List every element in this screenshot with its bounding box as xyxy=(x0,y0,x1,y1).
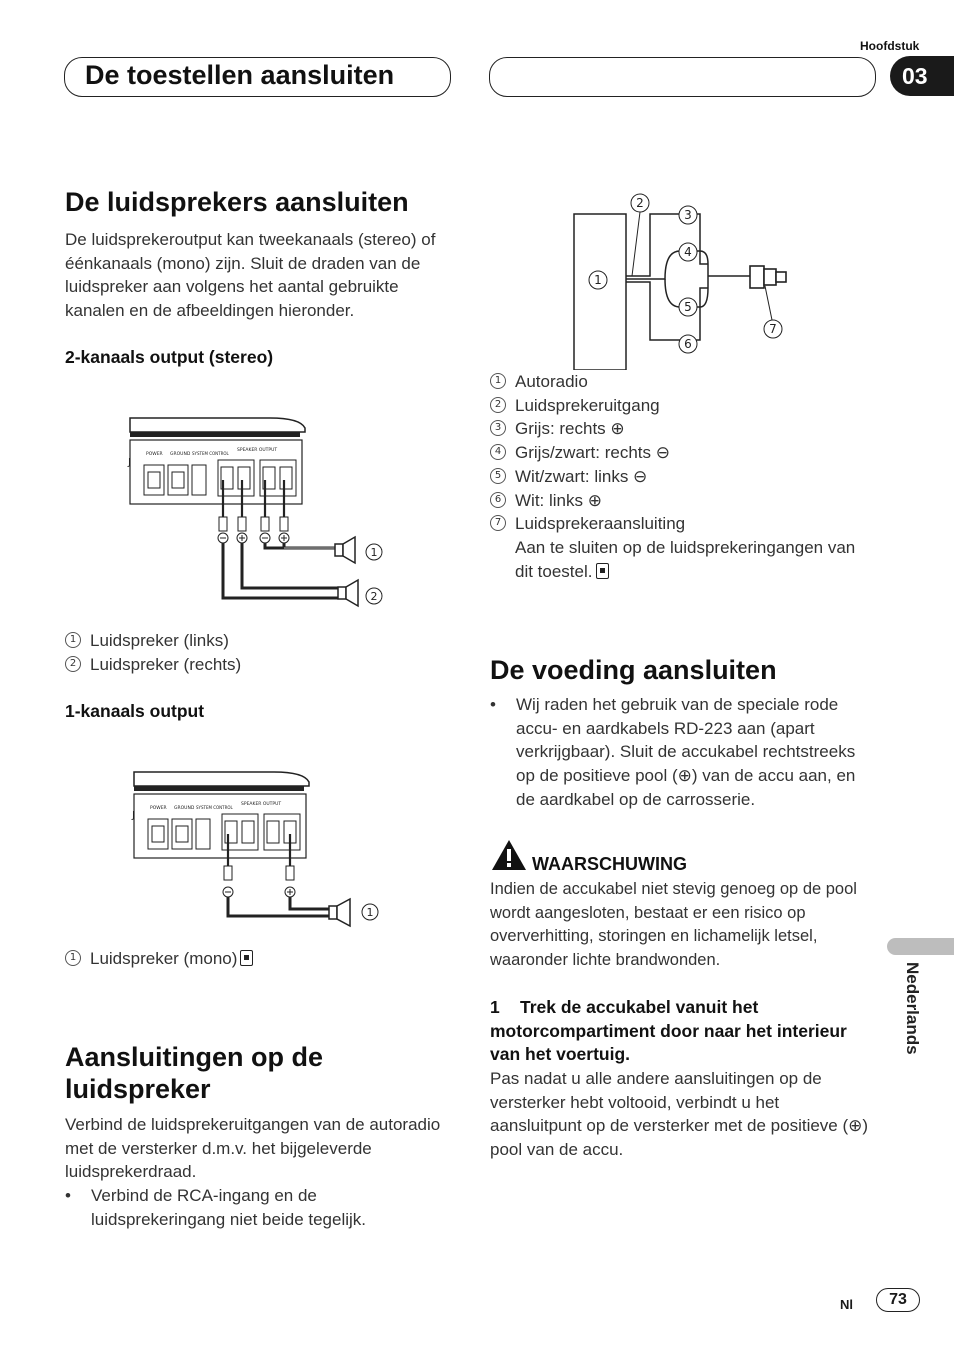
radio-wiring-diagram xyxy=(560,190,800,370)
svg-text:J: J xyxy=(128,457,131,468)
amp-label-speaker-output: SPEAKER OUTPUT xyxy=(237,448,278,453)
amp-label-ground: GROUND xyxy=(174,806,195,811)
power-bullet: • Wij raden het gebruik van de speciale rode accu- en aardkabels RD-223 aan (apart verkrijgbaar). Sluit de accukabel rechtstreeks op de positieve pool (⊕) van de accu aan, en de aardkabel op de carrosserie. xyxy=(490,695,856,809)
svg-text:1: 1 xyxy=(594,273,602,287)
amp-label-speaker-output: SPEAKER OUTPUT xyxy=(241,802,282,807)
end-mark-icon xyxy=(240,950,253,966)
legend-item: 4 Grijs/zwart: rechts ⊖ xyxy=(490,441,880,465)
footer-language: Nl xyxy=(840,1297,853,1312)
step-1-text: Pas nadat u alle andere aansluitingen op de versterker hebt voltooid, verbindt u het aansluitpunt op de versterker met de positieve (⊕) pool van de accu. xyxy=(490,1069,869,1160)
amp-label-system-control: SYSTEM CONTROL xyxy=(196,805,233,810)
stereo-subheading: 2-kanaals output (stereo) xyxy=(65,347,274,367)
speakers-intro: De luidsprekeroutput kan tweekanaals (stereo) of éénkanaals (mono) zijn. Sluit de draden van de luidspreker aan volgens het aantal gebruikte kanalen en de afbeeldingen hieronder. xyxy=(65,230,436,321)
legend-note: Aan te sluiten op de luidsprekeringangen van dit toestel. xyxy=(515,537,856,581)
step-1: 1 Trek de accukabel vanuit het motorcompartiment door naar het interieur van het voertuig. xyxy=(490,997,847,1065)
end-mark-icon xyxy=(596,563,609,579)
svg-text:6: 6 xyxy=(684,337,692,351)
mono-subheading: 1-kanaals output xyxy=(65,701,205,721)
amp-label-power: POWER xyxy=(150,806,167,811)
legend-item: 1 Luidspreker (mono) xyxy=(65,947,445,971)
svg-text:1: 1 xyxy=(370,546,378,559)
power-heading: De voeding aansluiten xyxy=(490,655,777,685)
svg-text:2: 2 xyxy=(636,196,644,210)
terminals-heading: Aansluitingen op de luidspreker xyxy=(65,1042,324,1104)
legend-item: 2 Luidspreker (rechts) xyxy=(65,653,445,677)
svg-text:7: 7 xyxy=(769,322,777,336)
section-title-box xyxy=(64,57,451,97)
svg-text:2: 2 xyxy=(370,590,378,603)
svg-text:1: 1 xyxy=(366,906,374,919)
svg-text:5: 5 xyxy=(684,300,692,314)
mono-wiring-diagram xyxy=(124,766,394,938)
chapter-number: 03 xyxy=(890,56,954,96)
legend-item: 2 Luidsprekeruitgang xyxy=(490,394,880,418)
legend-item: 6 Wit: links ⊕ xyxy=(490,489,880,513)
legend-item: 3 Grijs: rechts ⊕ xyxy=(490,417,880,441)
legend-item: 1 Autoradio xyxy=(490,370,880,394)
language-label: Nederlands xyxy=(903,962,922,1055)
stereo-wiring-diagram xyxy=(120,410,400,620)
mono-legend xyxy=(65,947,445,971)
header-empty-box xyxy=(489,57,876,97)
legend-item: 5 Wit/zwart: links ⊖ xyxy=(490,465,880,489)
warning-icon xyxy=(490,838,528,872)
speakers-heading: De luidsprekers aansluiten xyxy=(65,187,409,217)
language-tab xyxy=(887,938,954,955)
svg-text:3: 3 xyxy=(684,208,692,222)
svg-text:J: J xyxy=(132,810,135,821)
warning-text: Indien de accukabel niet stevig genoeg op de pool wordt aangesloten, bestaat er een risico op oververhitting, storingen en lichamelijk letsel, waaronder lichte brandwonden. xyxy=(490,880,857,970)
page-number: 73 xyxy=(876,1288,920,1312)
radio-legend xyxy=(490,370,880,583)
amp-label-power: POWER xyxy=(146,452,163,457)
legend-item: 7 Luidsprekeraansluiting xyxy=(490,512,880,536)
warning-title: WAARSCHUWING xyxy=(532,854,687,874)
legend-item: 1 Luidspreker (links) xyxy=(65,629,445,653)
chapter-label: Hoofdstuk xyxy=(860,39,920,53)
terminals-text: Verbind de luidsprekeruitgangen van de autoradio met de versterker d.m.v. het bijgeleverde luidsprekerdraad. xyxy=(65,1115,441,1182)
svg-text:4: 4 xyxy=(684,245,692,259)
amp-label-ground: GROUND xyxy=(170,452,191,457)
amp-label-system-control: SYSTEM CONTROL xyxy=(192,451,229,456)
stereo-legend xyxy=(65,629,445,676)
section-title: De toestellen aansluiten xyxy=(85,60,395,90)
terminals-bullet: • Verbind de RCA-ingang en de luidsprekeringang niet beide tegelijk. xyxy=(65,1186,367,1229)
